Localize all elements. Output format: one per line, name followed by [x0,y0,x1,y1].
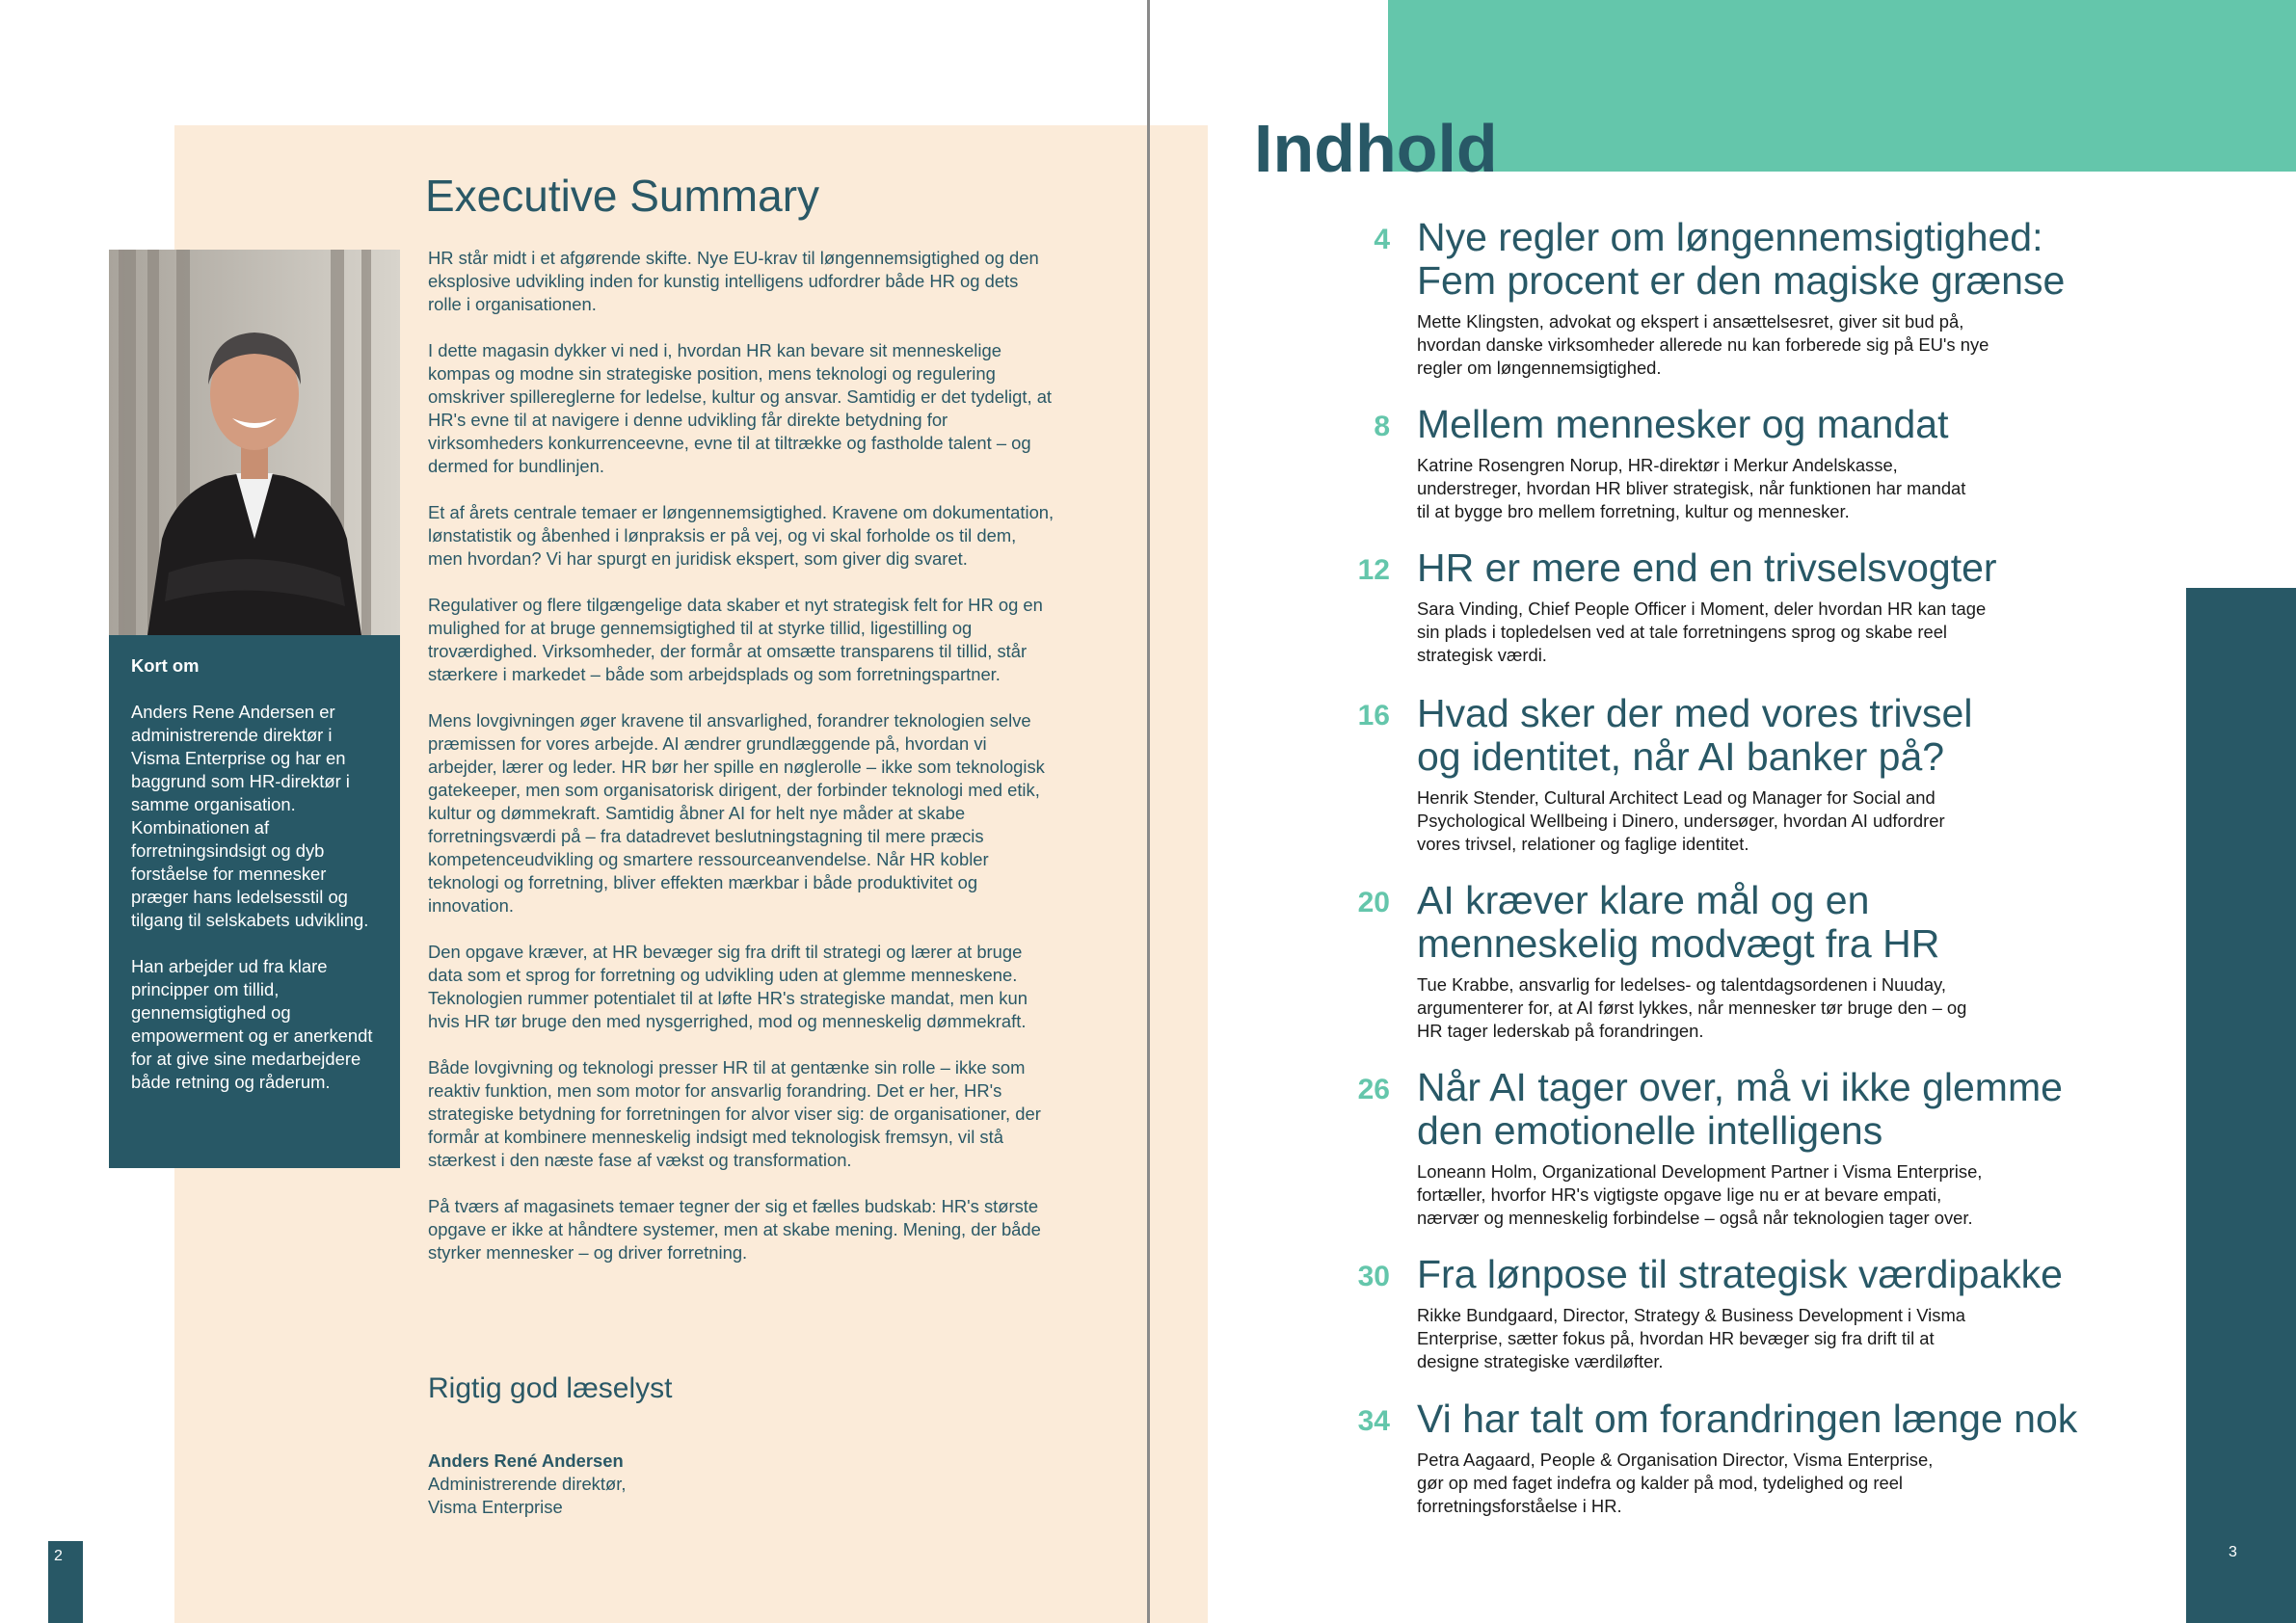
summary-paragraph: I dette magasin dykker vi ned i, hvordan HR kan bevare sit menneskelige kompas og modne sin strategiske position, mens teknologi og regulering omskriver spillereglerne for ledelse, kultur og ansvar. Samtidig er det tydeligt, at HR's evne til at navigere i denne udvikling får direkte betydning for virksomheders konkurrenceevne, evne til at tiltrække og fastholde talent – og dermed for bundlinjen. [428,340,1053,476]
bio-paragraph: Anders Rene Andersen er administrerende direktør i Visma Enterprise og har en baggrund som HR-direktør i samme organisation. Kombinationen af forretningsindsigt og dyb forståelse for mennesker præger hans ledelsesstil og tilgang til selskabets udvikling. [131,702,369,930]
toc-title-line: Vi har talt om forandringen længe nok [1417,1397,2078,1441]
toc-description-line: Tue Krabbe, ansvarlig for ledelses- og talentdagsordenen i Nuuday, [1417,974,1946,995]
contents-title: Indhold [1254,111,1498,186]
green-header-block [1388,0,2296,172]
executive-summary-title: Executive Summary [425,171,820,221]
signature-name: Anders René Andersen [428,1450,624,1471]
toc-description-line: gør op med faget indefra og kalder på mod, tydelighed og reel [1417,1473,1904,1493]
toc-title-line: Fra lønpose til strategisk værdipakke [1417,1252,2063,1296]
signature-role: Administrerende direktør, [428,1474,627,1494]
toc-title-line: Nye regler om løngennemsigtighed: [1417,215,2043,259]
toc-entry-description [1417,1160,2034,1230]
toc-page-number: 34 [1357,1405,1390,1437]
toc-entry-description [1417,454,2034,523]
toc-description-line: Loneann Holm, Organizational Development Partner i Visma Enterprise, [1417,1161,1983,1182]
toc-description-line: strategisk værdi. [1417,645,1547,665]
toc-description-line: til at bygge bro mellem forretning, kultur og mennesker. [1417,501,1850,521]
toc-description-line: argumenterer for, at AI først lykkes, når mennesker tør bruge den – og [1417,998,1967,1018]
toc-description-line: vores trivsel, relationer og faglige identitet. [1417,834,1749,854]
toc-title-line: og identitet, når AI banker på? [1417,734,1945,779]
summary-body [428,247,1055,1288]
toc-title-line: Mellem mennesker og mandat [1417,402,1949,446]
portrait-illustration [109,250,400,635]
portrait-photo [109,250,400,635]
summary-paragraph: Et af årets centrale temaer er løngennemsigtighed. Kravene om dokumentation, lønstatistik og åbenhed i lønpraksis er på vej, og vi skal forholde os til dem, men hvordan? Vi har spurgt en juridisk ekspert, som giver dig svaret. [428,502,1055,569]
toc-page-number: 8 [1374,411,1390,442]
toc-entry-title [1417,1253,2188,1296]
toc-description-line: understreger, hvordan HR bliver strategisk, når funktionen har mandat [1417,478,1966,498]
summary-paragraph: Både lovgivning og teknologi presser HR til at gentænke sin rolle – ikke som reaktiv funktion, men som motor for ansvarlig forandring. Det er her, HR's strategiske betydning for forretningen for alvor viser sig: de organisationer, der formår at kombinere menneskelig indsigt med teknologisk fremsyn, vil stå stærkest i den næste fase af vækst og transformation. [428,1057,1041,1170]
toc-entry-description [1417,786,2034,856]
toc-description-line: Petra Aagaard, People & Organisation Director, Visma Enterprise, [1417,1450,1934,1470]
signature-block [428,1450,626,1519]
toc-entry-title [1417,692,2188,779]
toc-description-line: Henrik Stender, Cultural Architect Lead og Manager for Social and [1417,787,1936,808]
toc-entry-description [1417,1304,2034,1373]
toc-page-number: 16 [1357,700,1390,732]
signature-company: Visma Enterprise [428,1497,563,1517]
toc-entry-title [1417,403,2188,446]
toc-page-number: 20 [1357,887,1390,918]
summary-paragraph: Den opgave kræver, at HR bevæger sig fra drift til strategi og lærer at bruge data som et sprog for forretning og udvikling uden at glemme menneskene. Teknologien rummer potentialet til at løfte HR's strategiske mandat, men kun hvis HR tør bruge den med nysgerrighed, mod og menneskelig dømmekraft. [428,942,1028,1031]
toc-description-line: Enterprise, sætter fokus på, hvordan HR bevæger sig fra drift til at [1417,1328,1935,1348]
page-spine-divider [1147,0,1150,1623]
toc-description-line: fortæller, hvorfor HR's vigtigste opgave lige nu er at bevare empati, [1417,1184,1942,1205]
toc-description-line: hvordan danske virksomheder allerede nu kan forberede sig på EU's nye [1417,334,1989,355]
toc-entry-title [1417,879,2188,966]
toc-description-line: Sara Vinding, Chief People Officer i Moment, deler hvordan HR kan tage [1417,599,1987,619]
toc-entry-title [1417,1397,2188,1441]
toc-title-line: menneskelig modvægt fra HR [1417,921,1940,966]
bio-paragraph: Han arbejder ud fra klare principper om tillid, gennemsigtighed og empowerment og er anerkendt for at give sine medarbejdere både retning og råderum. [131,956,373,1092]
toc-description-line: Rikke Bundgaard, Director, Strategy & Business Development i Visma [1417,1305,1966,1325]
toc-entry-description [1417,973,2034,1043]
summary-paragraph: Mens lovgivningen øger kravene til ansvarlighed, forandrer teknologien selve præmissen for vores arbejde. AI ændrer grundlæggende på, hvordan vi arbejder, lærer og leder. HR bør her spille en nøglerolle – ikke som teknologisk gatekeeper, men som organisatorisk dirigent, der forbinder teknologi med etik, kultur og dømmekraft. Samtidig åbner AI for helt nye måder at skabe forretningsværdi på – fra datadrevet beslutningstagning til mere præcis kompetenceudvikling og smartere ressourceanvendelse. Når HR kobler teknologi og forretning, bliver effekten mærkbar i både produktivitet og innovation. [428,710,1045,916]
toc-title-line: AI kræver klare mål og en [1417,878,1870,922]
author-bio-box [109,635,400,1168]
sign-off-text: Rigtig god læselyst [428,1372,673,1404]
toc-description-line: sin plads i topledelsen ved at tale forretningens sprog og skabe reel [1417,622,1948,642]
toc-title-line: HR er mere end en trivselsvogter [1417,545,1997,590]
toc-page-number: 26 [1357,1074,1390,1105]
toc-entry-title [1417,546,2188,590]
toc-description-line: Psychological Wellbeing i Dinero, undersøger, hvordan AI udfordrer [1417,811,1945,831]
teal-side-bar [2186,588,2296,1623]
toc-page-number: 30 [1357,1261,1390,1292]
toc-description-line: nærvær og menneskelig forbindelse – også når teknologien tager over. [1417,1208,1973,1228]
page-number-left: 2 [54,1548,63,1564]
toc-entry-title [1417,1066,2188,1153]
toc-title-line: den emotionelle intelligens [1417,1108,1883,1153]
toc-page-number: 4 [1374,224,1390,255]
page-number-right: 3 [2229,1544,2237,1560]
summary-paragraph: Regulativer og flere tilgængelige data skaber et nyt strategisk felt for HR og en mulighed for at bruge gennemsigtighed til at styrke tillid, ligestilling og troværdighed. Virksomheder, der formår at omsætte transparens til tillid, står stærkere i markedet – både som arbejdsplads og som forretningspartner. [428,595,1043,684]
toc-description-line: HR tager lederskab på forandringen. [1417,1021,1704,1041]
bio-heading: Kort om [131,655,200,676]
toc-entry-description [1417,310,2034,380]
toc-entry-title [1417,216,2188,303]
toc-title-line: Når AI tager over, må vi ikke glemme [1417,1065,2063,1109]
toc-description-line: Mette Klingsten, advokat og ekspert i ansættelsesret, giver sit bud på, [1417,311,1964,332]
summary-paragraph: HR står midt i et afgørende skifte. Nye EU-krav til løngennemsigtighed og den eksplosive udvikling inden for kunstig intelligens udfordrer både HR og dets rolle i organisationen. [428,248,1039,314]
toc-description-line: designe strategiske værdiløfter. [1417,1351,1664,1371]
toc-description-line: forretningsforståelse i HR. [1417,1496,1622,1516]
summary-paragraph: På tværs af magasinets temaer tegner der sig et fælles budskab: HR's største opgave er ikke at håndtere systemer, men at skabe mening. Mening, der både styrker mennesker – og driver forretning. [428,1196,1041,1263]
toc-description-line: Katrine Rosengren Norup, HR-direktør i Merkur Andelskasse, [1417,455,1898,475]
toc-title-line: Fem procent er den magiske grænse [1417,258,2066,303]
toc-entry-description [1417,598,2034,667]
toc-description-line: regler om løngennemsigtighed. [1417,358,1662,378]
toc-title-line: Hvad sker der med vores trivsel [1417,691,1973,735]
toc-entry-description [1417,1449,2034,1518]
toc-page-number: 12 [1357,554,1390,586]
